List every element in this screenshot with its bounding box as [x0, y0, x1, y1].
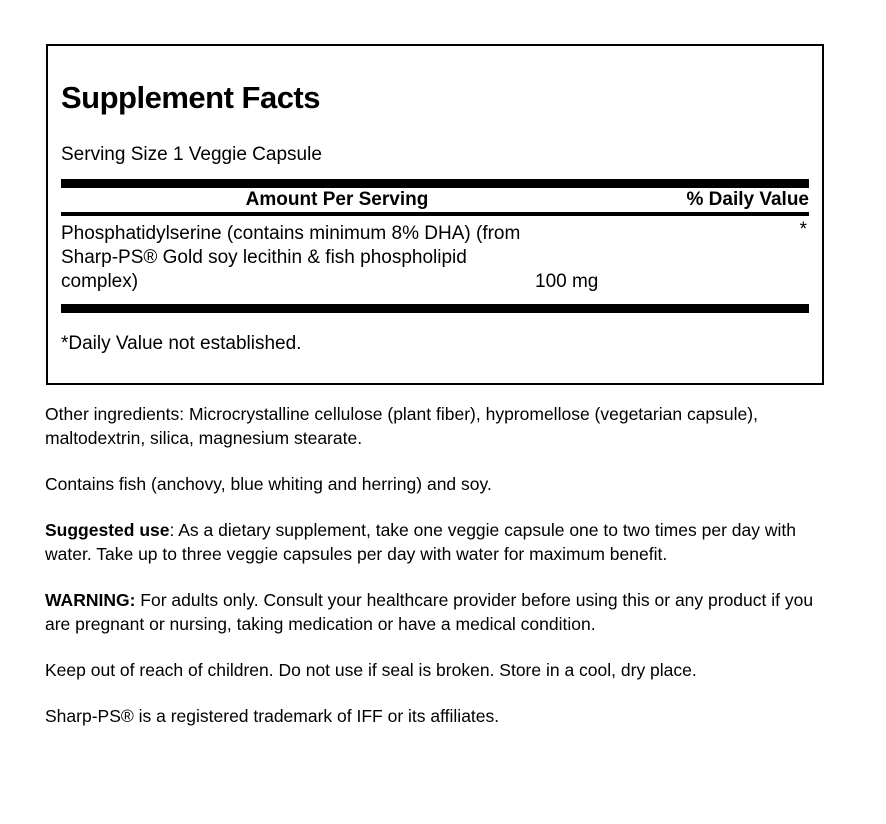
- ingredient-name-line-1: Phosphatidylserine (contains minimum 8% DHA) (from: [61, 223, 521, 244]
- ingredient-name-line-2: Sharp-PS® Gold soy lecithin & fish phospholipid: [61, 247, 467, 268]
- divider-thick-top: [61, 179, 809, 188]
- panel-title: Supplement Facts: [61, 80, 320, 115]
- amount-per-serving-header: Amount Per Serving: [245, 189, 429, 210]
- paragraph-lead: Suggested use: [45, 520, 170, 540]
- allergen-paragraph: [45, 472, 827, 496]
- paragraph-text: Other ingredients: Microcrystalline cellulose (plant fiber), hypromellose (vegetarian capsule), maltodextrin, silica, magnesium stearate.: [45, 404, 758, 448]
- daily-value-footnote: *Daily Value not established.: [61, 333, 302, 354]
- ingredient-name-line-3: complex): [61, 271, 139, 292]
- ingredient-daily-value: *: [799, 219, 807, 240]
- paragraph-text: Contains fish (anchovy, blue whiting and herring) and soy.: [45, 474, 492, 494]
- daily-value-header: % Daily Value: [686, 189, 809, 210]
- serving-size-text: Serving Size 1 Veggie Capsule: [61, 144, 322, 165]
- paragraph-text: Keep out of reach of children. Do not use if seal is broken. Store in a cool, dry place.: [45, 660, 697, 680]
- supplement-facts-panel: [46, 44, 824, 385]
- other-ingredients-paragraph: [45, 402, 827, 450]
- paragraph-lead: WARNING:: [45, 590, 136, 610]
- divider-thick-bottom: [61, 304, 809, 313]
- paragraph-text: Sharp-PS® is a registered trademark of IFF or its affiliates.: [45, 706, 500, 726]
- trademark-paragraph: [45, 704, 827, 728]
- paragraph-text: For adults only. Consult your healthcare provider before using this or any product if you are pregnant or nursing, taking medication or have a medical condition.: [45, 590, 814, 634]
- storage-paragraph: [45, 658, 827, 682]
- paragraph-text: : As a dietary supplement, take one veggie capsule one to two times per day with water. Take up to three veggie capsules per day with water for maximum benefit.: [45, 520, 796, 564]
- ingredient-amount: 100 mg: [535, 271, 599, 292]
- table-header-row: [61, 188, 809, 212]
- label-details-section: [45, 402, 827, 750]
- warning-paragraph: [45, 588, 827, 636]
- suggested-use-paragraph: [45, 518, 827, 566]
- table-row: [61, 216, 809, 294]
